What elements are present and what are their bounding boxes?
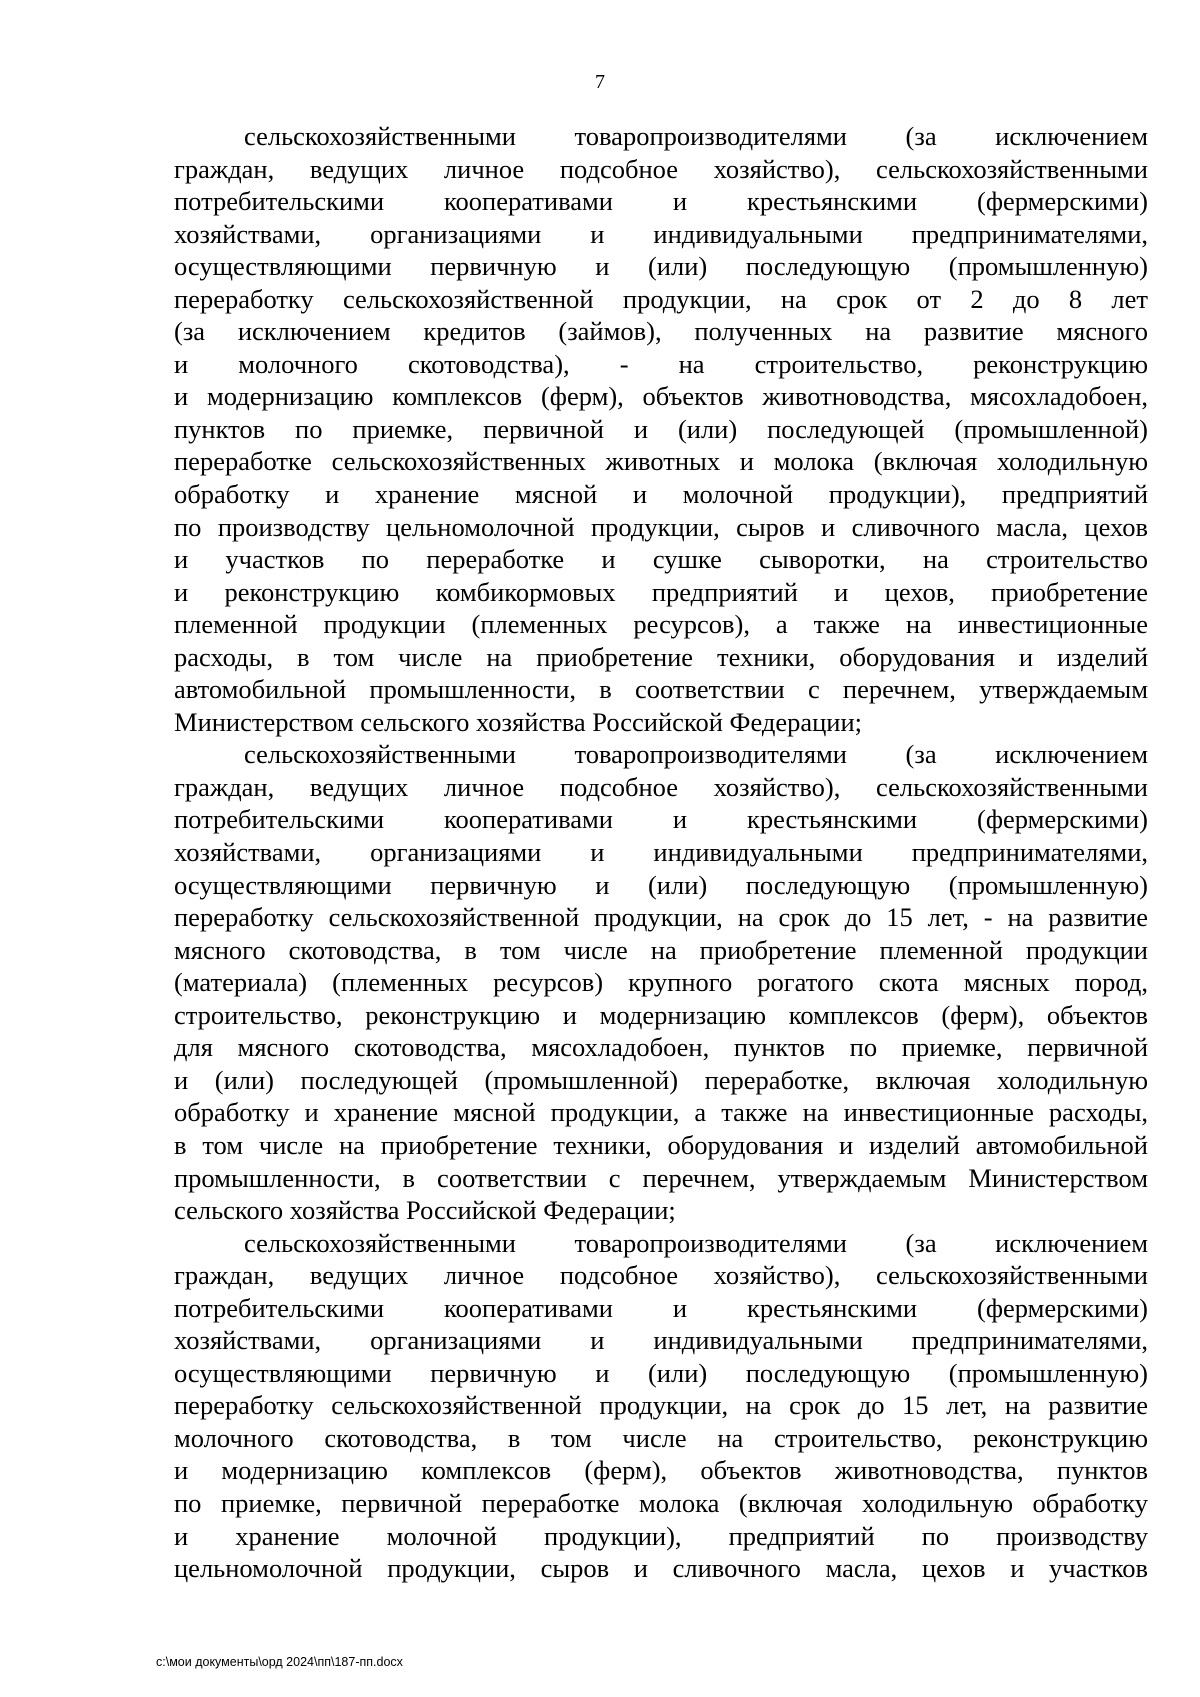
text-line: хозяйствами, организациями и индивидуальными предпринимателями, bbox=[174, 837, 1148, 868]
text-line: Министерством сельского хозяйства Российской Федерации; bbox=[174, 706, 863, 737]
text-line: обработку и хранение мясной и молочной продукции), предприятий bbox=[174, 479, 1148, 510]
text-line: автомобильной промышленности, в соответствии с перечнем, утверждаемым bbox=[174, 674, 1148, 705]
text-line: граждан, ведущих личное подсобное хозяйство), сельскохозяйственными bbox=[174, 1260, 1148, 1291]
text-line: племенной продукции (племенных ресурсов), а также на инвестиционные bbox=[174, 609, 1148, 640]
paragraph bbox=[174, 120, 1148, 738]
text-line: обработку и хранение мясной продукции, а также на инвестиционные расходы, bbox=[174, 1097, 1148, 1128]
text-line: сельского хозяйства Российской Федерации; bbox=[174, 1195, 676, 1226]
text-line: и (или) последующей (промышленной) переработке, включая холодильную bbox=[174, 1064, 1148, 1095]
paragraph bbox=[174, 1227, 1148, 1585]
text-line: промышленности, в соответствии с перечнем, утверждаемым Министерством bbox=[174, 1162, 1148, 1193]
text-line: мясного скотоводства, в том числе на приобретение племенной продукции bbox=[174, 934, 1148, 965]
footer-file-path: c:\мои документы\орд 2024\пп\187-пп.docx bbox=[156, 1655, 403, 1669]
text-line: в том числе на приобретение техники, оборудования и изделий автомобильной bbox=[174, 1129, 1148, 1160]
text-line: и реконструкцию комбикормовых предприятий и цехов, приобретение bbox=[174, 576, 1148, 607]
text-line: сельскохозяйственными товаропроизводителями (за исключением bbox=[244, 1227, 1148, 1258]
text-line: по приемке, первичной переработке молока (включая холодильную обработку bbox=[174, 1487, 1148, 1518]
text-line: переработку сельскохозяйственной продукции, на срок от 2 до 8 лет bbox=[174, 283, 1148, 314]
text-line: переработку сельскохозяйственной продукции, на срок до 15 лет, - на развитие bbox=[174, 902, 1148, 933]
text-line: строительство, реконструкцию и модернизацию комплексов (ферм), объектов bbox=[174, 999, 1148, 1030]
text-line: переработке сельскохозяйственных животных и молока (включая холодильную bbox=[174, 446, 1148, 477]
text-line: пунктов по приемке, первичной и (или) последующей (промышленной) bbox=[174, 413, 1148, 444]
text-line: для мясного скотоводства, мясохладобоен, пунктов по приемке, первичной bbox=[174, 1032, 1148, 1063]
text-line: по производству цельномолочной продукции, сыров и сливочного масла, цехов bbox=[174, 511, 1148, 542]
text-line: переработку сельскохозяйственной продукции, на срок до 15 лет, на развитие bbox=[174, 1390, 1148, 1421]
text-line: потребительскими кооперативами и крестьянскими (фермерскими) bbox=[174, 1292, 1148, 1323]
text-line: граждан, ведущих личное подсобное хозяйство), сельскохозяйственными bbox=[174, 771, 1148, 802]
text-line: и молочного скотоводства), - на строительство, реконструкцию bbox=[174, 348, 1148, 379]
text-line: молочного скотоводства, в том числе на строительство, реконструкцию bbox=[174, 1422, 1148, 1453]
page-number: 7 bbox=[595, 71, 605, 93]
text-line: и модернизацию комплексов (ферм), объектов животноводства, мясохладобоен, bbox=[174, 381, 1148, 412]
text-line: и хранение молочной продукции), предприятий по производству bbox=[174, 1520, 1148, 1551]
document-body bbox=[174, 120, 1148, 1585]
paragraph bbox=[174, 738, 1148, 1226]
text-line: и участков по переработке и сушке сыворотки, на строительство bbox=[174, 544, 1148, 575]
text-line: (материала) (племенных ресурсов) крупного рогатого скота мясных пород, bbox=[174, 967, 1148, 998]
text-line: потребительскими кооперативами и крестьянскими (фермерскими) bbox=[174, 804, 1148, 835]
text-line: осуществляющими первичную и (или) последующую (промышленную) bbox=[174, 1357, 1148, 1388]
text-line: сельскохозяйственными товаропроизводителями (за исключением bbox=[244, 121, 1148, 151]
text-line: расходы, в том числе на приобретение техники, оборудования и изделий bbox=[174, 641, 1148, 672]
text-line: осуществляющими первичную и (или) последующую (промышленную) bbox=[174, 251, 1148, 282]
text-line: цельномолочной продукции, сыров и сливочного масла, цехов и участков bbox=[174, 1553, 1148, 1584]
text-line: потребительскими кооперативами и крестьянскими (фермерскими) bbox=[174, 186, 1148, 217]
text-line: сельскохозяйственными товаропроизводителями (за исключением bbox=[244, 739, 1148, 770]
text-line: (за исключением кредитов (займов), полученных на развитие мясного bbox=[174, 316, 1148, 347]
text-line: осуществляющими первичную и (или) последующую (промышленную) bbox=[174, 869, 1148, 900]
text-line: хозяйствами, организациями и индивидуальными предпринимателями, bbox=[174, 218, 1148, 249]
text-line: граждан, ведущих личное подсобное хозяйство), сельскохозяйственными bbox=[174, 153, 1148, 184]
text-line: и модернизацию комплексов (ферм), объектов животноводства, пунктов bbox=[174, 1455, 1148, 1486]
text-line: хозяйствами, организациями и индивидуальными предпринимателями, bbox=[174, 1325, 1148, 1356]
